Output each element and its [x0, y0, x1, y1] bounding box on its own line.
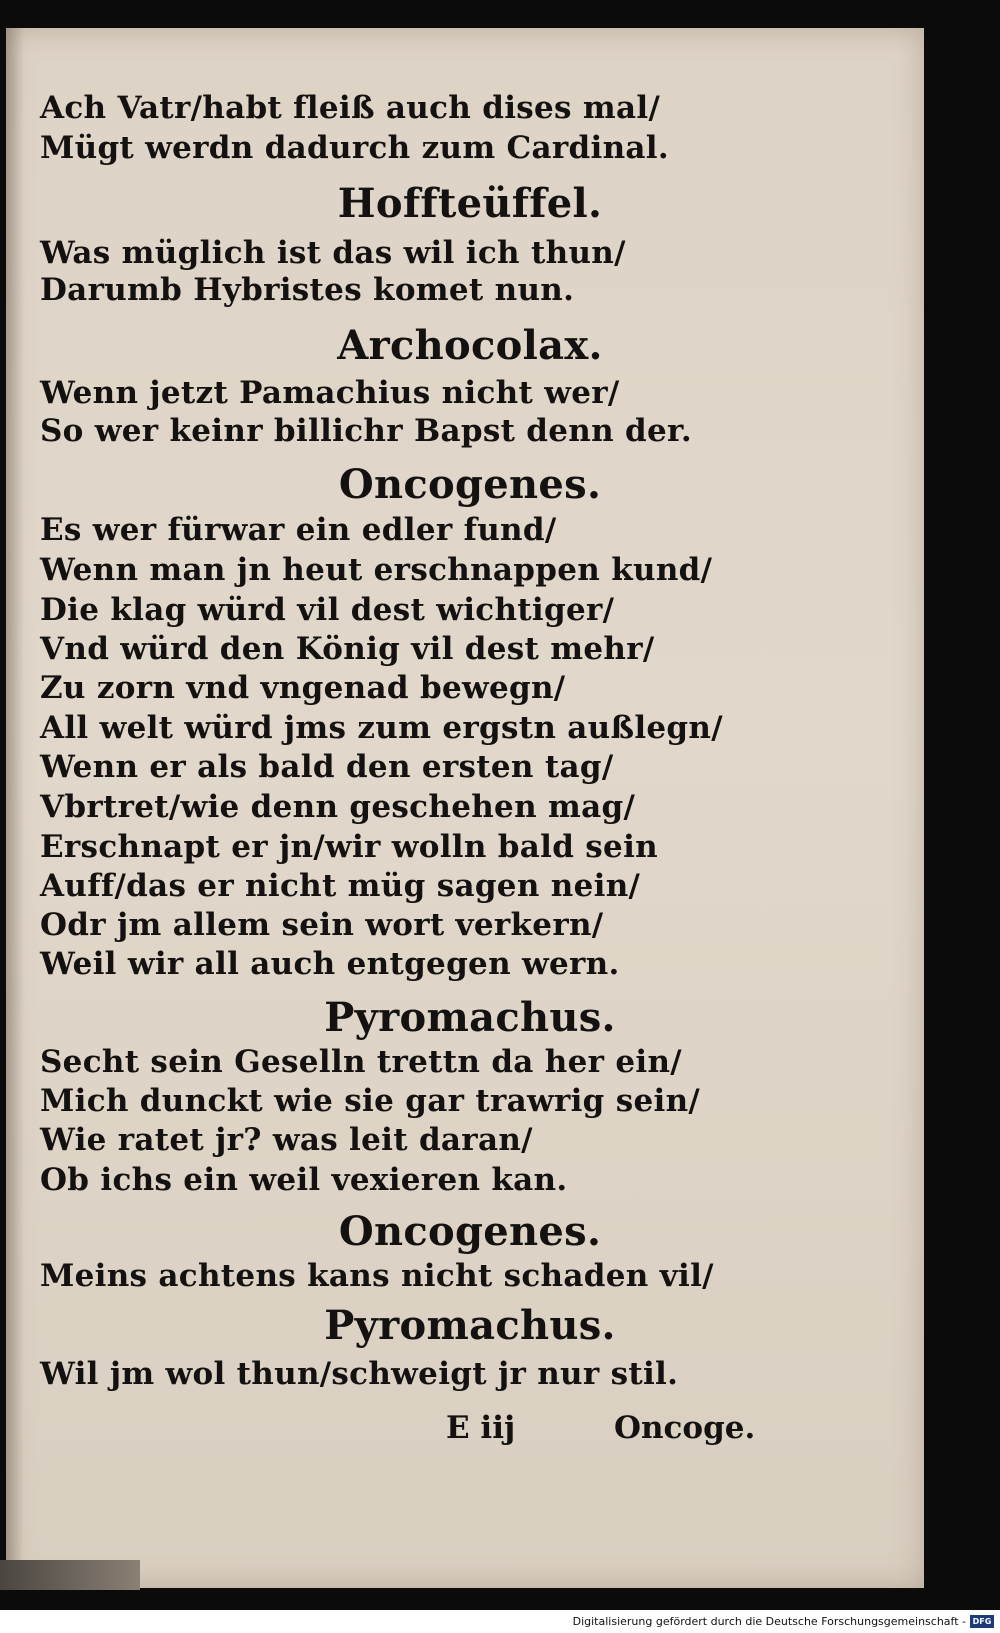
- speaker-heading: Pyromachus.: [324, 1302, 616, 1349]
- verse-line: Odr jm allem sein wort verkern/: [40, 907, 604, 943]
- catchword: Oncoge.: [614, 1410, 756, 1446]
- verse-line: Die klag würd vil dest wichtiger/: [40, 592, 615, 628]
- verse-line: Wenn er als bald den ersten tag/: [40, 749, 614, 785]
- speaker-heading: Hoffteüffel.: [337, 180, 603, 227]
- page-gutter-shadow: [6, 28, 24, 1588]
- verse-line: So wer keinr billichr Bapst denn der.: [40, 413, 692, 449]
- page-edge: [0, 1560, 140, 1590]
- speaker-heading: Pyromachus.: [324, 994, 616, 1041]
- speaker-heading: Archocolax.: [337, 322, 603, 369]
- funding-credit: Digitalisierung gefördert durch die Deutsche Forschungsgemeinschaft -: [572, 1615, 966, 1628]
- footer-bar: [0, 1612, 1000, 1633]
- verse-line: Vnd würd den König vil dest mehr/: [40, 631, 655, 667]
- verse-line: Was müglich ist das wil ich thun/: [40, 235, 626, 271]
- verse-line: Auff/das er nicht müg sagen nein/: [40, 868, 641, 904]
- speaker-heading: Oncogenes.: [338, 1208, 602, 1255]
- verse-line: Weil wir all auch entgegen wern.: [40, 946, 620, 982]
- verse-line: Mügt werdn dadurch zum Cardinal.: [40, 130, 669, 166]
- verse-line: Vbrtret/wie denn geschehen mag/: [40, 789, 636, 825]
- dfg-logo: DFG: [970, 1615, 994, 1628]
- verse-line: All welt würd jms zum ergstn außlegn/: [40, 710, 723, 746]
- verse-line: Wie ratet jr? was leit daran/: [40, 1122, 533, 1158]
- verse-line: Erschnapt er jn/wir wolln bald sein: [40, 829, 658, 865]
- verse-line: Mich dunckt wie sie gar trawrig sein/: [40, 1083, 701, 1119]
- verse-line: Ach Vatr/habt fleiß auch dises mal/: [40, 90, 661, 126]
- verse-line: Ob ichs ein weil vexieren kan.: [40, 1162, 568, 1198]
- speaker-heading: Oncogenes.: [338, 461, 602, 508]
- verse-line: Es wer fürwar ein edler fund/: [40, 512, 557, 548]
- verse-line: Wil jm wol thun/schweigt jr nur stil.: [40, 1356, 679, 1392]
- verse-line: Secht sein Geselln trettn da her ein/: [40, 1044, 682, 1080]
- verse-line: Wenn jetzt Pamachius nicht wer/: [40, 375, 620, 411]
- verse-line: Wenn man jn heut erschnappen kund/: [40, 552, 713, 588]
- verse-line: Meins achtens kans nicht schaden vil/: [40, 1258, 714, 1294]
- verse-line: Darumb Hybristes komet nun.: [40, 272, 575, 308]
- signature-mark: E iij: [446, 1410, 516, 1446]
- verse-line: Zu zorn vnd vngenad bewegn/: [40, 670, 566, 706]
